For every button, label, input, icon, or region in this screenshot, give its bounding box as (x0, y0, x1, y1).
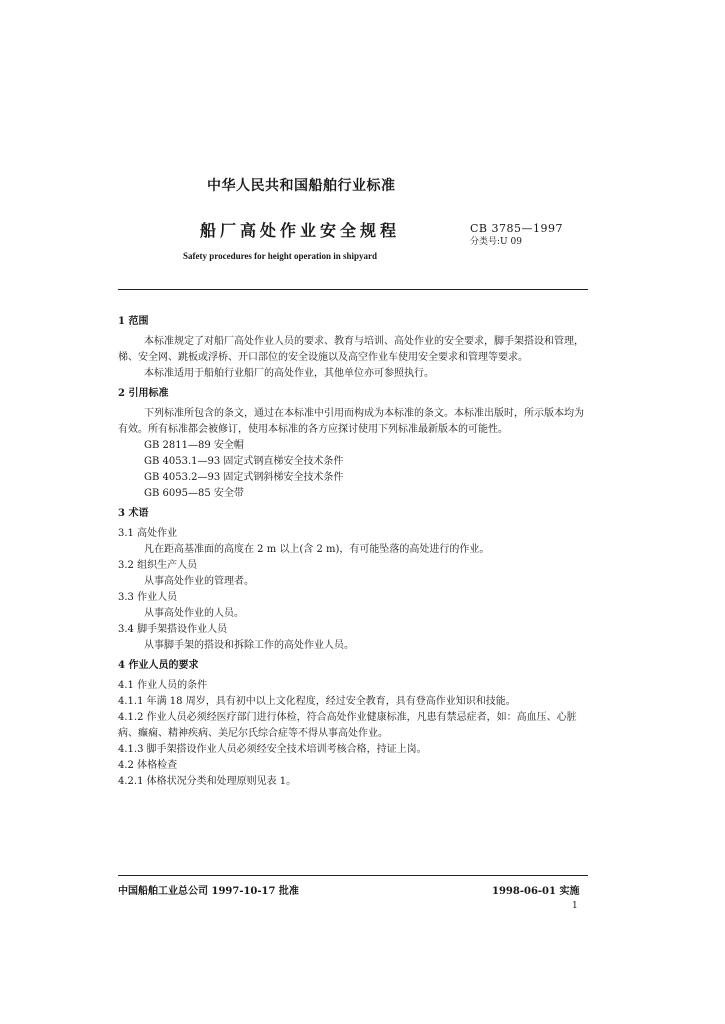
term-heading: 3.1 高处作业 (118, 528, 178, 539)
reference-item: GB 4053.1—93 固定式钢直梯安全技术条件 (144, 456, 344, 467)
paragraph: 下列标准所包含的条文，通过在本标准中引用而构成为本标准的条文。本标准出版时，所示版本均为有效。所有标准都会被修订，使用本标准的各方应探讨使用下列标准最新版本的可能性。 (118, 408, 584, 435)
standard-code: CB 3785—1997 (470, 222, 563, 235)
term-heading: 3.3 作业人员 (118, 592, 178, 603)
term-definition: 从事高处作业的管理者。 (144, 576, 254, 587)
effective-date: 1998-06-01 实施 (492, 886, 580, 897)
document-body (118, 310, 588, 790)
section-heading: 2 引用标准 (118, 388, 169, 399)
term-definition: 凡在距高基准面的高度在 2 m 以上(含 2 m)，有可能坠落的高处进行的作业。 (144, 544, 490, 555)
clause: 4.1 作业人员的条件 (118, 680, 208, 691)
clause: 4.2.1 体格状况分类和处理原则见表 1。 (118, 776, 297, 787)
term-heading: 3.4 脚手架搭设作业人员 (118, 624, 228, 635)
term-definition: 从事高处作业的人员。 (144, 608, 244, 619)
section-heading: 1 范围 (118, 316, 149, 327)
term-definition: 从事脚手架的搭设和拆除工作的高处作业人员。 (144, 640, 354, 651)
term-heading: 3.2 组织生产人员 (118, 560, 198, 571)
approval-line: 中国船舶工业总公司 1997-10-17 批准 (118, 886, 299, 897)
clause: 4.2 体格检查 (118, 760, 178, 771)
paragraph: 本标准规定了对船厂高处作业人员的要求、教育与培训、高处作业的安全要求，脚手架搭设和管理，梯、安全网、跳板或浮桥、开口部位的安全设施以及高空作业车使用安全要求和管理等要求。 (118, 336, 584, 363)
reference-item: GB 2811—89 安全帽 (144, 440, 244, 451)
page-number: 1 (572, 901, 578, 911)
clause: 4.1.1 年满 18 周岁，具有初中以上文化程度，经过安全教育，具有登高作业知识和技能。 (118, 696, 516, 707)
standard-organization: 中华人民共和国船舶行业标准 (207, 178, 396, 194)
document-title: 船厂高处作业安全规程 (200, 221, 401, 240)
section-heading: 3 术语 (118, 508, 149, 519)
english-title: Safety procedures for height operation in shipyard (183, 251, 378, 261)
clause: 4.1.3 脚手架搭设作业人员必须经安全技术培训考核合格，持证上岗。 (118, 744, 427, 755)
footer-divider (118, 875, 588, 876)
clause: 4.1.2 作业人员必须经医疗部门进行体检，符合高处作业健康标准，凡患有禁忌症者，如：高血压、心脏病、癫痫、精神疾病、美尼尔氏综合症等不得从事高处作业。 (118, 712, 577, 739)
section-heading: 4 作业人员的要求 (118, 660, 199, 671)
paragraph: 本标准适用于船舶行业船厂的高处作业，其他单位亦可参照执行。 (144, 368, 434, 379)
reference-item: GB 4053.2—93 固定式钢斜梯安全技术条件 (144, 472, 344, 483)
reference-item: GB 6095—85 安全带 (144, 488, 244, 499)
header-divider (118, 289, 588, 290)
classification-number: 分类号:U 09 (470, 237, 522, 247)
